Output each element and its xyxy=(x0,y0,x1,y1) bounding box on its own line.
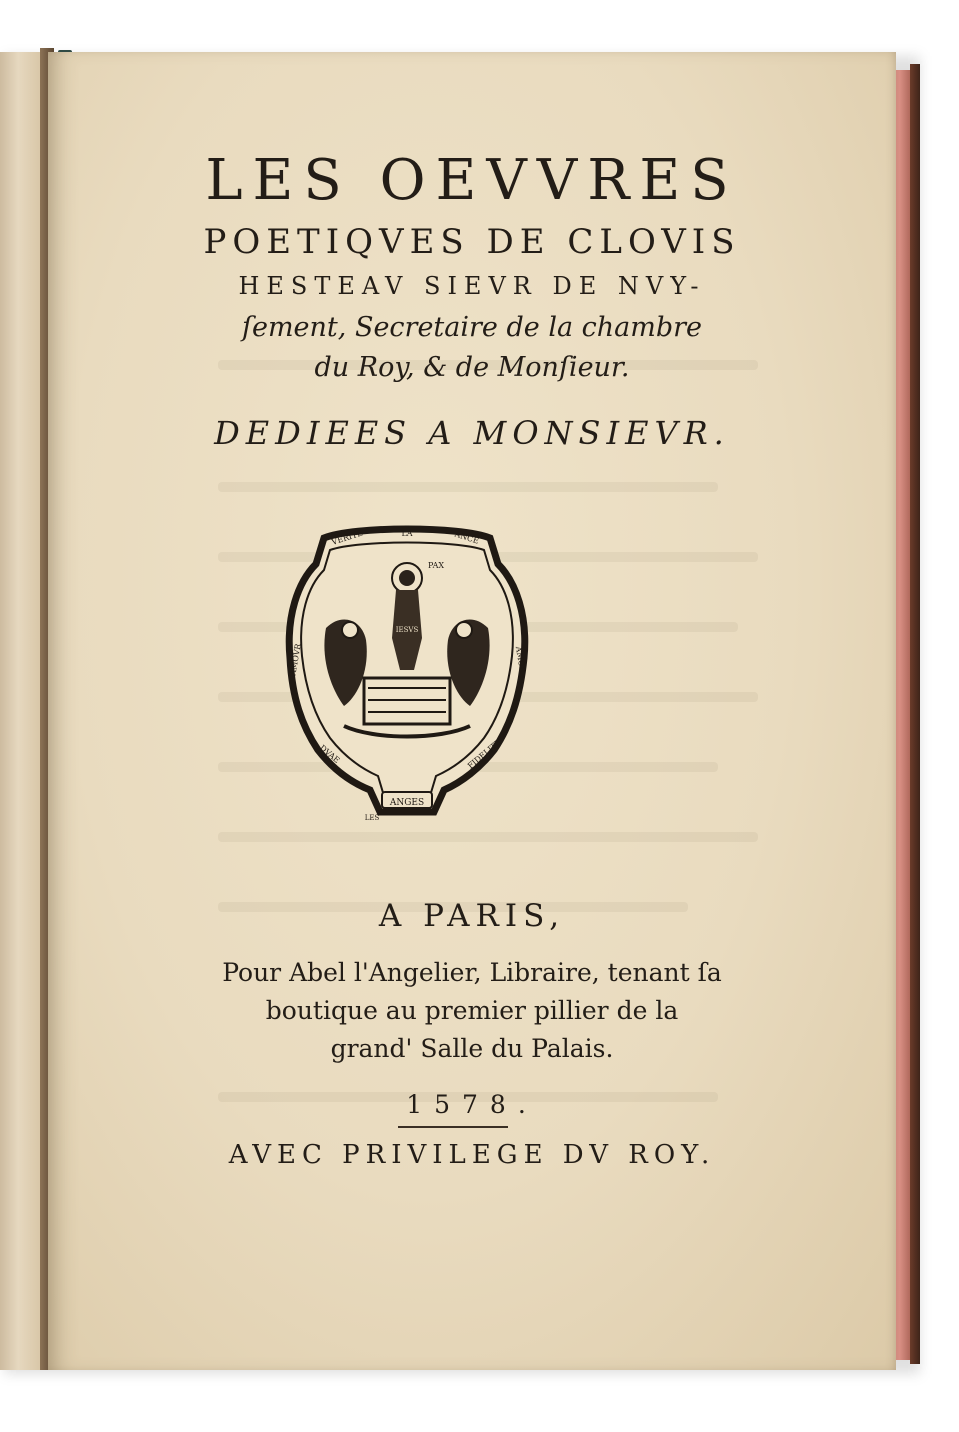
motto-ance: ANCE xyxy=(453,529,480,546)
motto-fidelite: FIDELITE xyxy=(465,737,503,771)
motto-verite: VERITE xyxy=(330,528,364,547)
banner-text: ANGES xyxy=(389,798,425,808)
motto-iesvs: IESVS xyxy=(395,626,419,634)
year-rule xyxy=(398,1126,508,1128)
cover-edge xyxy=(910,64,920,1364)
publication-year: 1578. xyxy=(406,1090,538,1119)
dedication: DEDIEES A MONSIEVR. xyxy=(214,414,730,452)
imprint-place: A PARIS, xyxy=(378,898,566,934)
title-line-3: HESTEAV SIEVR DE NVY- xyxy=(238,272,706,300)
title-line-1: LES OEVVRES xyxy=(205,148,739,213)
motto-pax: PAX xyxy=(427,561,445,570)
motto-les: LES xyxy=(364,814,380,822)
motto-amor: AMOR xyxy=(513,645,528,674)
imprint-line-2: boutique au premier pillier de la xyxy=(265,996,679,1025)
show-through-text xyxy=(218,482,718,492)
author-office-line: ſement, Secretaire de la chambre xyxy=(241,312,703,343)
figure-head xyxy=(399,570,415,586)
motto-amour: AMOVR xyxy=(288,642,303,677)
imprint-line-3: grand' Salle du Palais. xyxy=(330,1034,614,1063)
motto-dvae: DVAE xyxy=(317,743,342,765)
privilege-line: AVEC PRIVILEGE DV ROY. xyxy=(228,1140,716,1170)
author-office-line-2: du Roy, & de Monſieur. xyxy=(314,352,630,383)
motto-la: LA xyxy=(401,529,413,538)
imprint-line-1: Pour Abel l'Angelier, Libraire, tenant ſa xyxy=(222,958,722,987)
printers-mark-woodcut xyxy=(284,520,530,834)
title-line-2: POETIQVES DE CLOVIS xyxy=(203,222,741,262)
